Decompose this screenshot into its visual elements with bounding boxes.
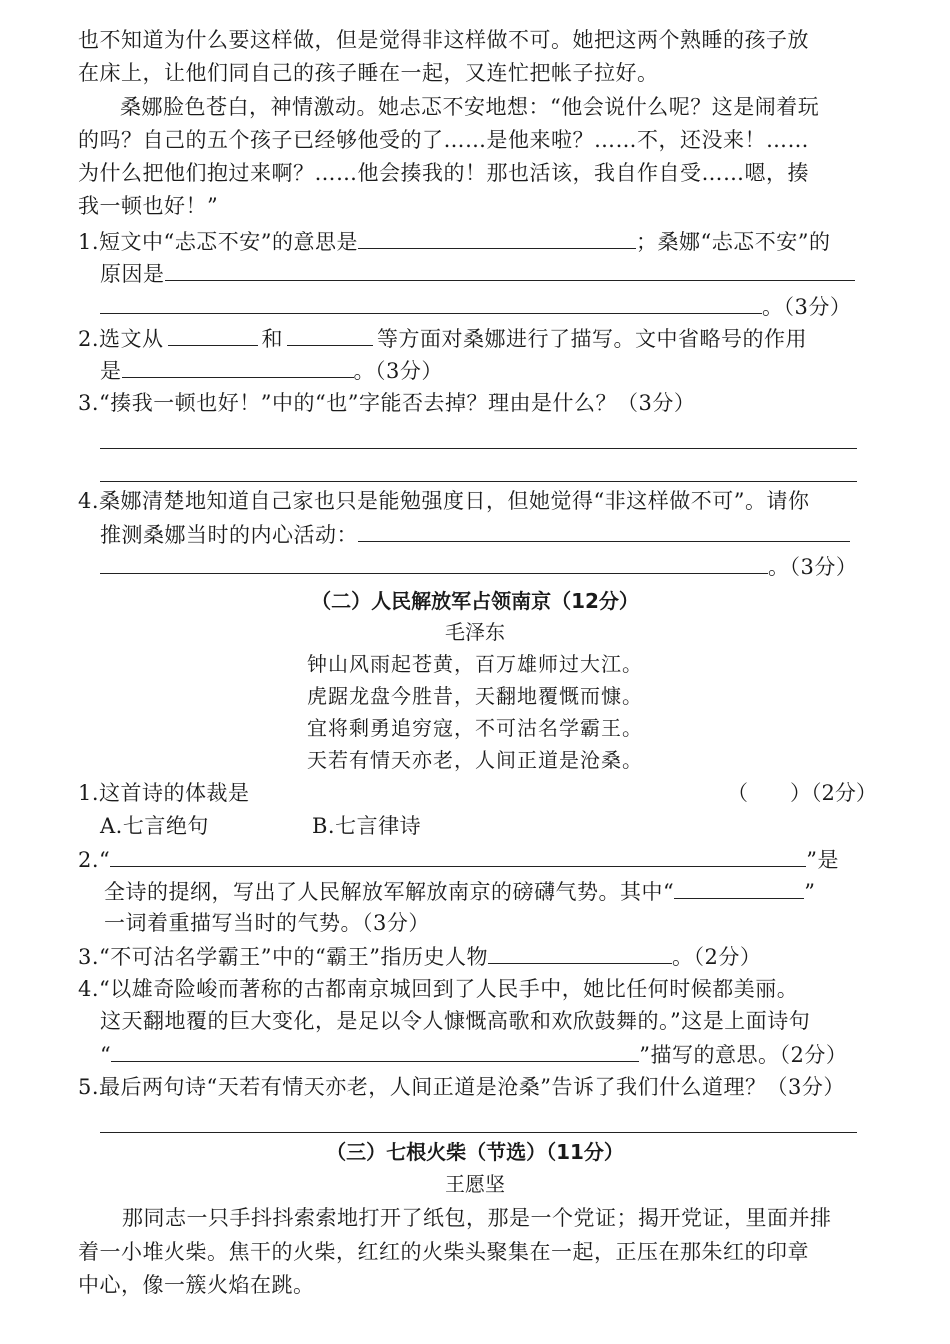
poem-line: 宜将剩勇追穷寇，不可沽名学霸王。 xyxy=(307,716,643,740)
passage-line: 我一顿也好！” xyxy=(78,194,219,218)
answer-bracket[interactable]: （ ）（2分） xyxy=(727,781,877,805)
section-title: （二）人民解放军占领南京（12分） xyxy=(311,589,639,613)
passage-line: 在床上，让他们同自己的孩子睡在一起，又连忙把帐子拉好。 xyxy=(78,61,659,85)
question-1 xyxy=(78,226,831,257)
poem-author: 毛泽东 xyxy=(445,620,505,644)
answer-blank[interactable] xyxy=(674,876,804,899)
question-text: 全诗的提纲，写出了人民解放军解放南京的磅礴气势。其中“ xyxy=(104,880,675,904)
s2-question-5: 5.最后两句诗“天若有情天亦老，人间正道是沧桑”告诉了我们什么道理？（3分） xyxy=(78,1075,845,1099)
question-text: 推测桑娜当时的内心活动： xyxy=(100,523,358,547)
s2-question-2-line3: 一词着重描写当时的气势。（3分） xyxy=(104,911,430,935)
question-text: 等方面对桑娜进行了描写。文中省略号的作用 xyxy=(377,327,808,351)
answer-blank[interactable] xyxy=(165,258,855,281)
answer-blank[interactable] xyxy=(287,323,373,346)
question-text: 2.“ xyxy=(78,848,111,872)
passage-line: 中心，像一簇火焰在跳。 xyxy=(78,1273,315,1297)
answer-blank[interactable] xyxy=(110,844,806,867)
s2-question-3 xyxy=(78,941,761,972)
passage-line: 为什么把他们抱过来啊？……他会揍我的！那也活该，我自作自受……嗯，揍 xyxy=(78,161,809,185)
question-2-line2 xyxy=(100,355,443,386)
answer-blank[interactable] xyxy=(168,323,258,346)
question-4-line3 xyxy=(100,551,857,582)
s2-question-2-line2 xyxy=(104,876,815,907)
s2-question-2 xyxy=(78,844,839,875)
score-label: 。（3分） xyxy=(768,555,858,579)
question-4: 4.桑娜清楚地知道自己家也只是能勉强度日，但她觉得“非这样做不可”。请你 xyxy=(78,489,810,513)
answer-blank[interactable] xyxy=(358,226,636,249)
answer-blank[interactable] xyxy=(358,519,850,542)
answer-line[interactable] xyxy=(100,481,857,482)
s2-question-4-line3 xyxy=(100,1039,847,1070)
s2-question-4-line2: 这天翻地覆的巨大变化，是足以令人慷慨高歌和欢欣鼓舞的。”这是上面诗句 xyxy=(100,1009,811,1033)
question-text: 和 xyxy=(261,327,284,351)
question-text: 3.“不可沽名学霸王”中的“霸王”指历史人物 xyxy=(78,945,488,969)
answer-blank[interactable] xyxy=(122,355,354,378)
option-b: B.七言律诗 xyxy=(312,814,422,838)
question-1-line2 xyxy=(100,258,855,289)
answer-blank[interactable] xyxy=(100,551,768,574)
question-text: 原因是 xyxy=(100,262,165,286)
question-text: ”是 xyxy=(806,848,840,872)
answer-blank[interactable] xyxy=(111,1039,639,1062)
question-text: 2.选文从 xyxy=(78,327,164,351)
option-a: A.七言绝句 xyxy=(100,814,209,838)
passage-line: 着一小堆火柴。焦干的火柴，红红的火柴头聚集在一起，正压在那朱红的印章 xyxy=(78,1240,809,1264)
question-text: ；桑娜“忐忑不安”的 xyxy=(636,230,831,254)
question-text: ” xyxy=(804,880,816,904)
answer-blank[interactable] xyxy=(100,291,762,314)
answer-blank[interactable] xyxy=(488,941,672,964)
s2-question-4: 4.“以雄奇险峻而著称的古都南京城回到了人民手中，她比任何时候都美丽。 xyxy=(78,977,799,1001)
answer-line[interactable] xyxy=(100,448,857,449)
question-text: 是 xyxy=(100,359,122,383)
poem-line: 天若有情天亦老，人间正道是沧桑。 xyxy=(307,748,643,772)
answer-line[interactable] xyxy=(100,1132,857,1133)
story-author: 王愿坚 xyxy=(445,1172,505,1196)
score-label: 。（2分） xyxy=(671,945,762,969)
poem-line: 虎踞龙盘今胜昔，天翻地覆慨而慷。 xyxy=(307,684,643,708)
question-1-line3 xyxy=(100,291,851,322)
score-label: 。（3分） xyxy=(353,359,443,383)
passage-line: 桑娜脸色苍白，神情激动。她忐忑不安地想：“他会说什么呢？这是闹着玩 xyxy=(120,95,820,119)
passage-line: 那同志一只手抖抖索索地打开了纸包，那是一个党证；揭开党证，里面并排 xyxy=(122,1206,832,1230)
question-3: 3.“揍我一顿也好！”中的“也”字能否去掉？理由是什么？（3分） xyxy=(78,391,696,415)
question-4-line2 xyxy=(100,519,850,550)
question-text: 1.短文中“忐忑不安”的意思是 xyxy=(78,230,359,254)
passage-line: 也不知道为什么要这样做，但是觉得非这样做不可。她把这两个熟睡的孩子放 xyxy=(78,28,809,52)
question-2 xyxy=(78,323,807,354)
section-title: （三）七根火柴（节选）（11分） xyxy=(326,1140,624,1164)
s2-question-1: 1.这首诗的体裁是 xyxy=(78,781,250,805)
score-label: 。（3分） xyxy=(762,295,852,319)
question-text: “ xyxy=(100,1043,112,1067)
poem-line: 钟山风雨起苍黄，百万雄师过大江。 xyxy=(307,652,643,676)
passage-line: 的吗？自己的五个孩子已经够他受的了……是他来啦？……不，还没来！…… xyxy=(78,128,809,152)
question-text: ”描写的意思。（2分） xyxy=(639,1043,848,1067)
